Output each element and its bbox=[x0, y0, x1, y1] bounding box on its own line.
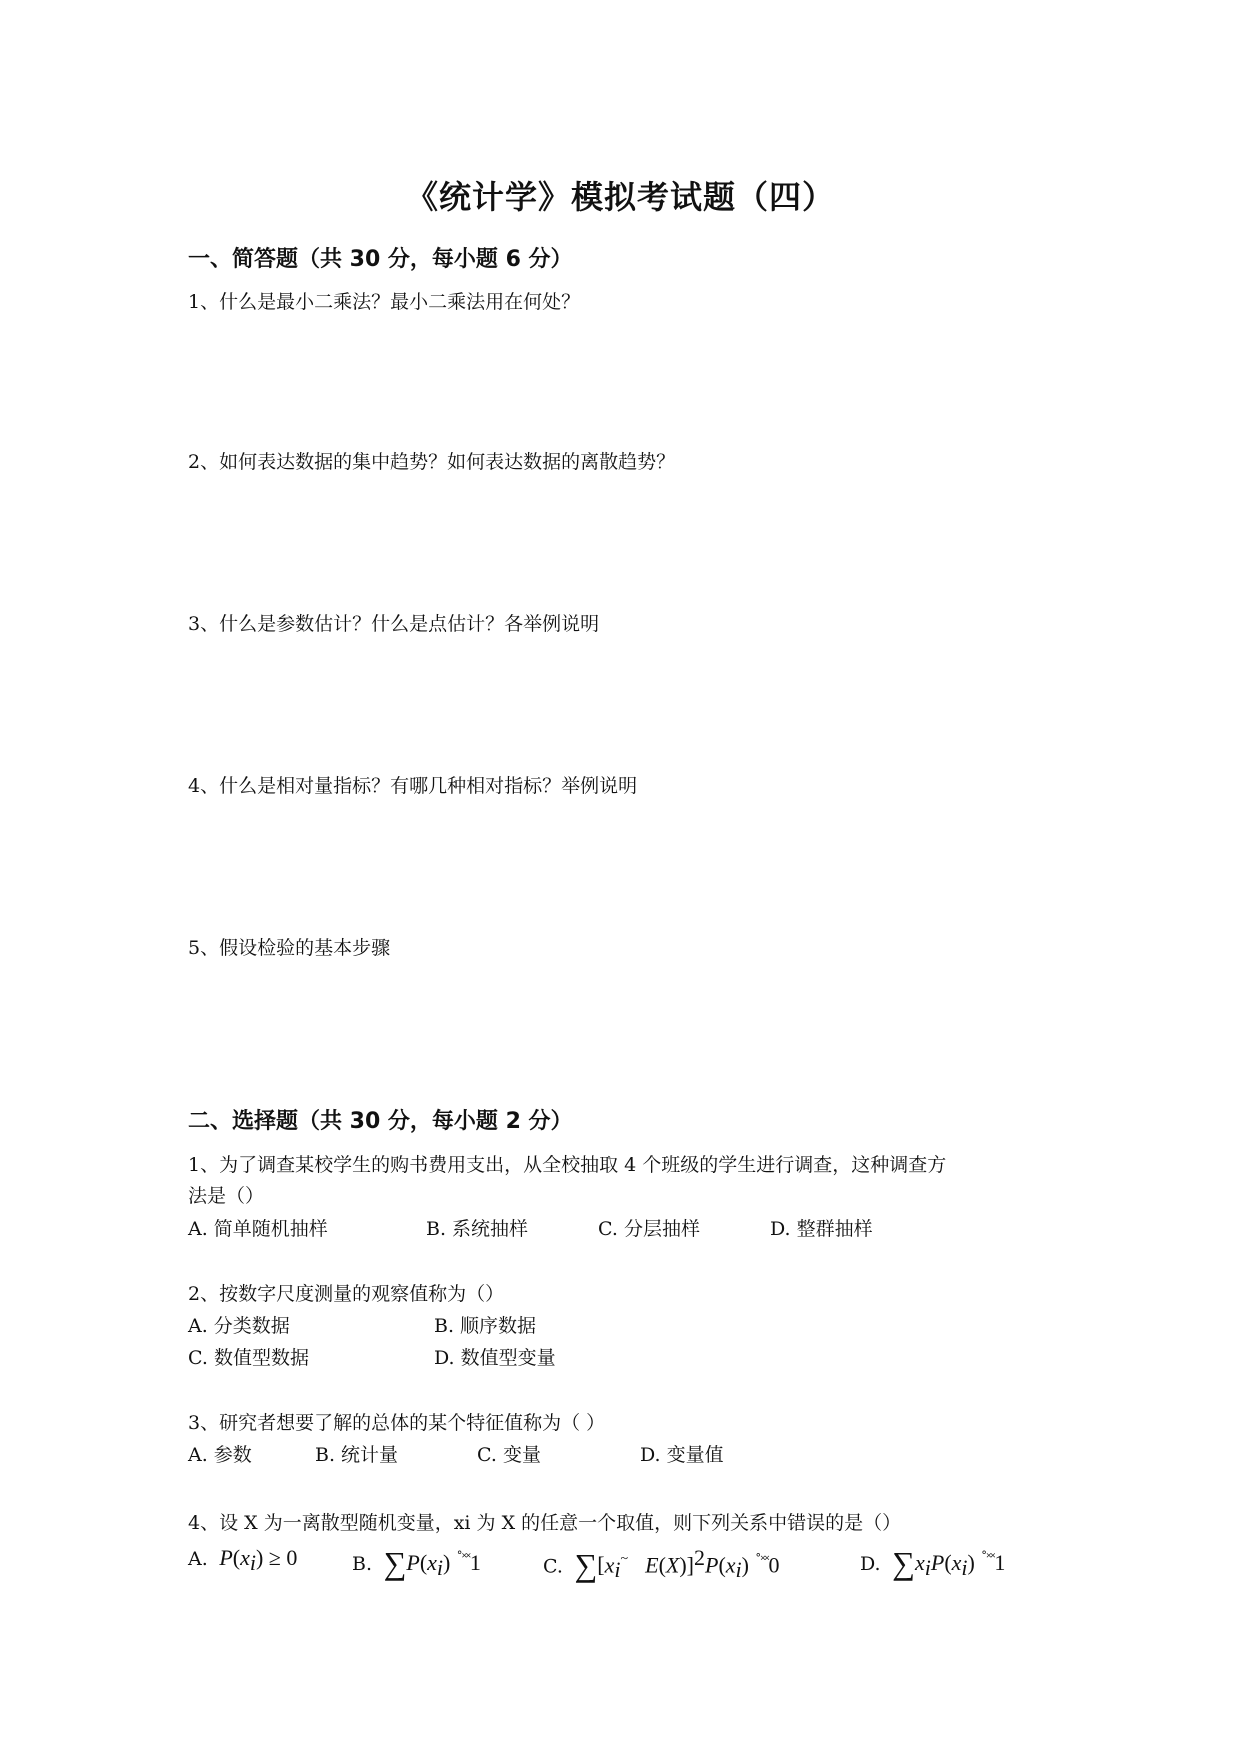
option-2-2-c: C. 数值型数据 bbox=[188, 1347, 309, 1369]
formula-a: P bbox=[213, 1545, 233, 1570]
option-2-3-d: D. 变量值 bbox=[640, 1444, 724, 1466]
option-label-c: C. bbox=[543, 1555, 563, 1578]
option-2-3-c: C. 变量 bbox=[477, 1444, 541, 1466]
section-heading-short-answer: 一、简答题（共 30 分，每小题 6 分） bbox=[188, 247, 573, 272]
option-2-3-a: A. 参数 bbox=[188, 1444, 252, 1466]
option-label-b: B. bbox=[352, 1553, 373, 1575]
formula-b: ∑ bbox=[383, 1545, 407, 1581]
section-heading-multiple-choice: 二、选择题（共 30 分，每小题 2 分） bbox=[188, 1109, 573, 1134]
option-2-4-a: A. $P(x_i) \ge 0$ bbox=[188, 1545, 298, 1575]
question-1-1: 1、什么是最小二乘法？最小二乘法用在何处？ bbox=[188, 291, 581, 313]
option-2-4-b: B. $\sum P(x_i)$ ˚˟˟1 bbox=[352, 1545, 481, 1581]
formula-c: ∑[ bbox=[574, 1547, 605, 1584]
question-2-1-line2: 法是（） bbox=[188, 1185, 265, 1207]
option-2-4-c: C. $\sum[x_i^\sim$ $E(X)]^2P(x_i)$ ˚˟˟0 bbox=[543, 1545, 780, 1584]
option-2-1-d: D. 整群抽样 bbox=[770, 1218, 873, 1240]
question-2-4: 4、设 X 为一离散型随机变量，xi 为 X 的任意一个取值，则下列关系中错误的是（） bbox=[188, 1512, 902, 1534]
question-1-5: 5、假设检验的基本步骤 bbox=[188, 937, 391, 959]
question-1-3: 3、什么是参数估计？什么是点估计？各举例说明 bbox=[188, 613, 600, 635]
option-2-2-a: A. 分类数据 bbox=[188, 1315, 290, 1337]
option-2-1-c: C. 分层抽样 bbox=[598, 1218, 700, 1240]
garbled-operator-b: ˚˟˟ bbox=[456, 1551, 470, 1566]
option-2-1-a: A. 简单随机抽样 bbox=[188, 1218, 328, 1240]
question-1-4: 4、什么是相对量指标？有哪几种相对指标？举例说明 bbox=[188, 775, 638, 797]
question-2-2: 2、按数字尺度测量的观察值称为（） bbox=[188, 1283, 505, 1305]
option-2-4-d: D. $\sum x_iP(x_i)$ ˚˟˟1 bbox=[860, 1545, 1006, 1581]
option-2-3-b: B. 统计量 bbox=[315, 1444, 399, 1466]
formula-d: ∑ bbox=[892, 1545, 915, 1581]
garbled-operator-d: ˚˟˟ bbox=[980, 1551, 995, 1566]
question-1-2: 2、如何表达数据的集中趋势？如何表达数据的离散趋势？ bbox=[188, 451, 676, 473]
option-label-d: D. bbox=[860, 1553, 881, 1575]
option-label-a: A. bbox=[188, 1548, 208, 1570]
option-2-1-b: B. 系统抽样 bbox=[426, 1218, 529, 1240]
option-2-2-b: B. 顺序数据 bbox=[434, 1315, 537, 1337]
garbled-operator-c: ˚˟˟ bbox=[755, 1553, 769, 1569]
option-2-2-d: D. 数值型变量 bbox=[434, 1347, 556, 1369]
page-title: 《统计学》模拟考试题（四） bbox=[405, 178, 835, 216]
question-2-1-line1: 1、为了调查某校学生的购书费用支出，从全校抽取 4 个班级的学生进行调查，这种调查方 bbox=[188, 1154, 947, 1176]
question-2-3: 3、研究者想要了解的总体的某个特征值称为（ ） bbox=[188, 1412, 606, 1434]
